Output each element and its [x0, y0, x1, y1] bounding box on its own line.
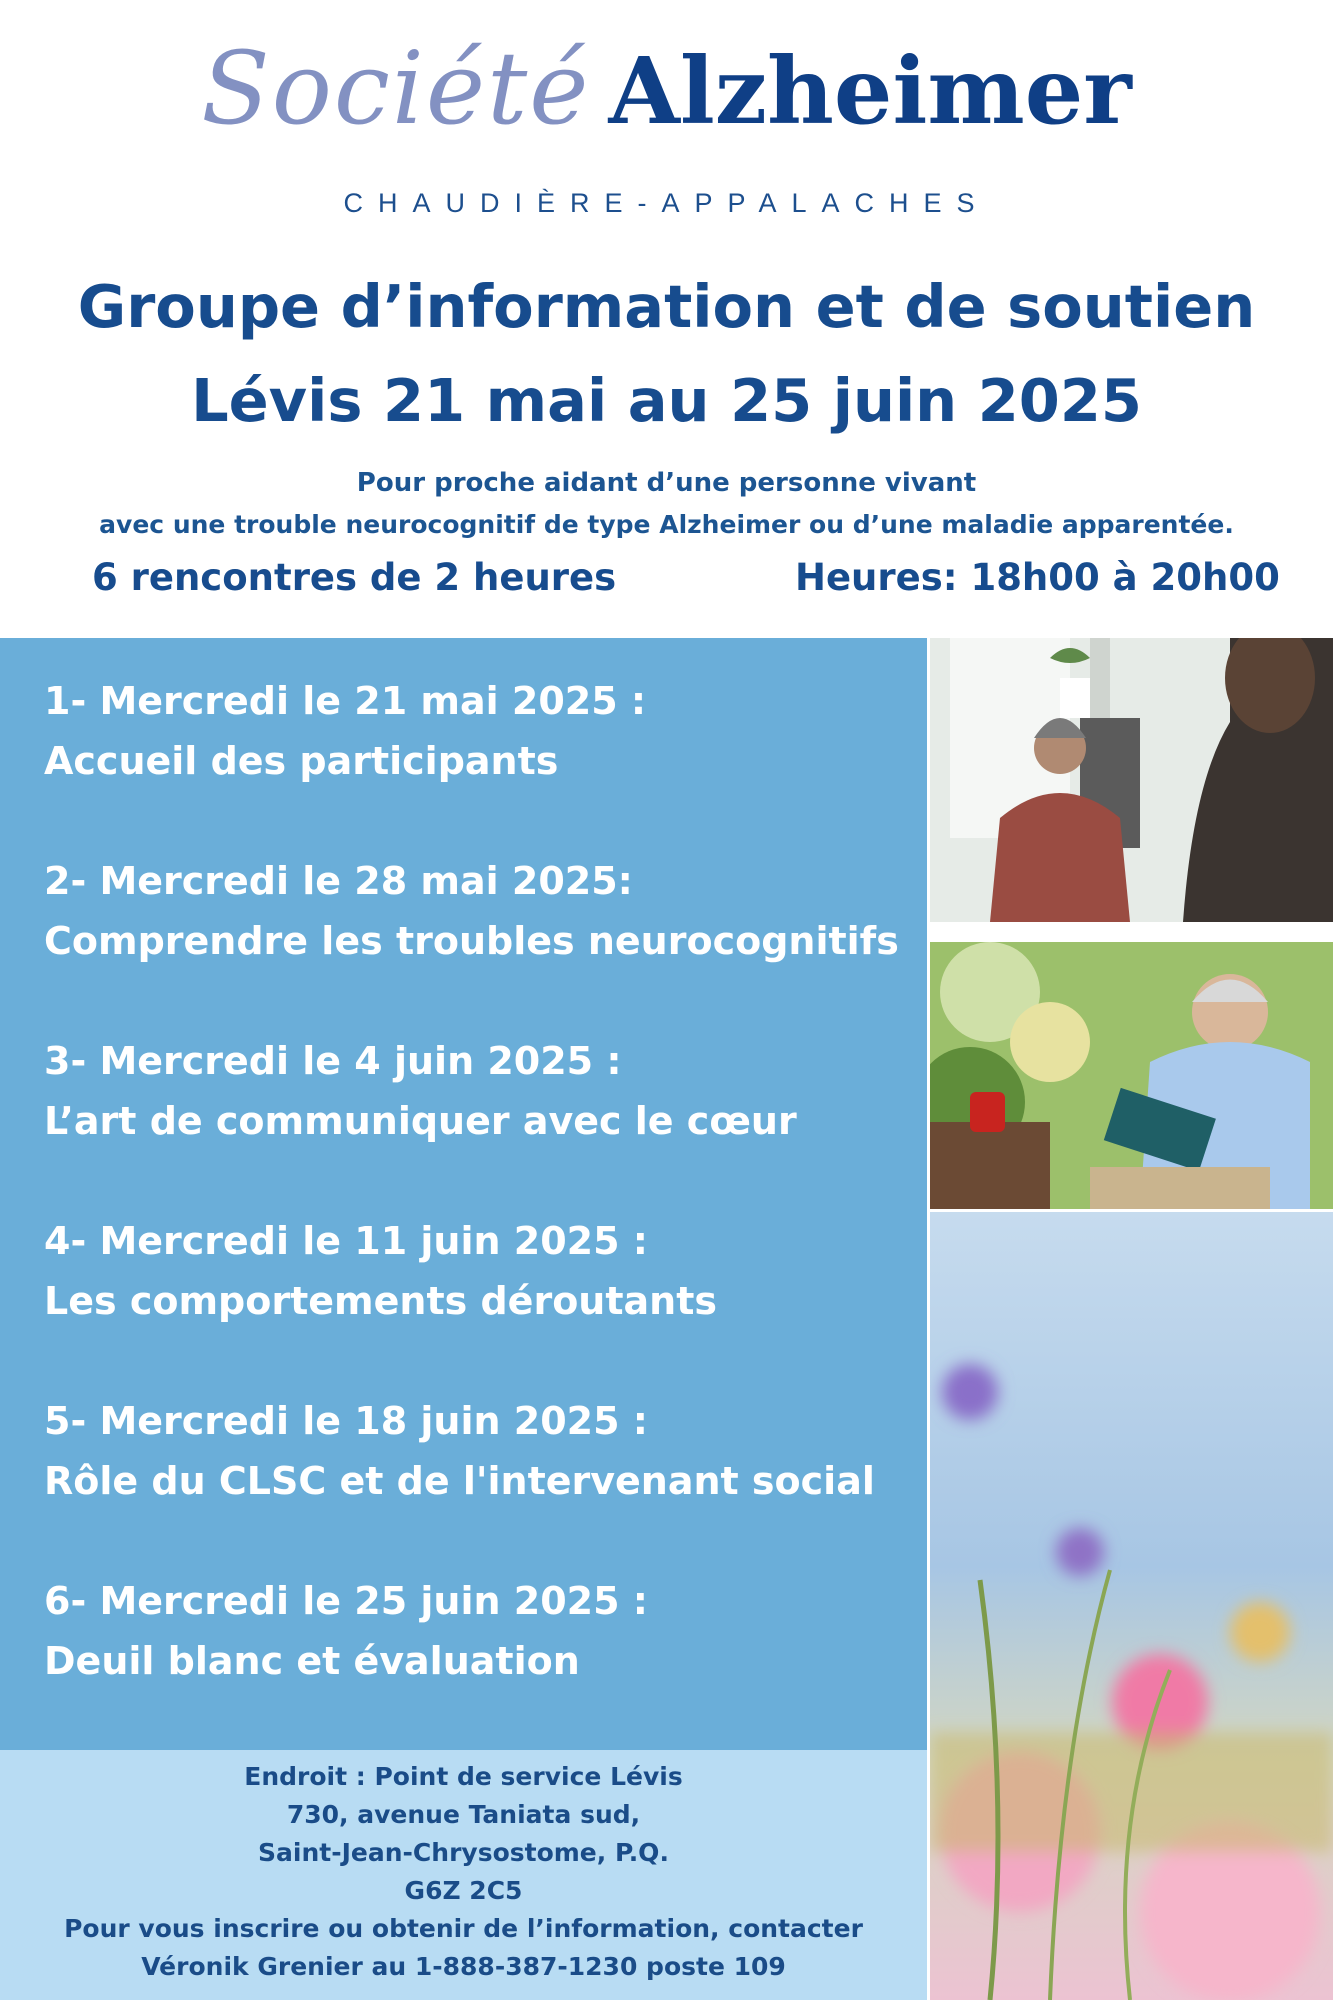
logo-region: CHAUDIÈRE-APPALACHES	[343, 188, 990, 218]
photo-man-reading-art	[930, 942, 1333, 1209]
session-item-1	[44, 671, 646, 791]
session-item-4	[44, 1211, 717, 1331]
session-date: 2- Mercredi le 28 mai 2025:	[44, 859, 633, 903]
footer-contact: Pour vous inscrire ou obtenir de l’information, contacter	[64, 1914, 863, 1943]
session-date: 3- Mercredi le 4 juin 2025 :	[44, 1039, 622, 1083]
logo-alzheimer: Alzheimer	[608, 37, 1132, 145]
session-item-5	[44, 1391, 875, 1511]
intro-line-1: Pour proche aidant d’une personne vivant	[356, 468, 977, 498]
location-footer	[0, 1750, 927, 2000]
intro-line-2: avec une trouble neurocognitif de type Alzheimer ou d’une maladie apparentée.	[99, 510, 1234, 539]
footer-city: Saint-Jean-Chrysostome, P.Q.	[258, 1838, 669, 1867]
footer-place: Endroit : Point de service Lévis	[244, 1762, 683, 1791]
footer-postal: G6Z 2C5	[404, 1876, 523, 1905]
session-item-6	[44, 1571, 648, 1691]
logo	[0, 30, 1333, 147]
session-item-3	[44, 1031, 797, 1151]
session-topic: Accueil des participants	[44, 739, 559, 783]
photo-group-discussion-art	[930, 638, 1333, 922]
session-item-2	[44, 851, 899, 971]
session-topic: Rôle du CLSC et de l'intervenant social	[44, 1459, 875, 1503]
page-title: Groupe d’information et de soutien	[77, 272, 1256, 341]
session-topic: Les comportements déroutants	[44, 1279, 717, 1323]
session-date: 5- Mercredi le 18 juin 2025 :	[44, 1399, 648, 1443]
session-topic: L’art de communiquer avec le cœur	[44, 1099, 797, 1143]
logo-societe: Société	[201, 30, 591, 147]
sessions-panel	[0, 638, 927, 1750]
footer-person: Véronik Grenier au 1-888-387-1230 poste 109	[141, 1952, 786, 1981]
page-subtitle-dates: Lévis 21 mai au 25 juin 2025	[191, 366, 1142, 435]
session-date: 6- Mercredi le 25 juin 2025 :	[44, 1579, 648, 1623]
photo-wildflowers-art	[930, 1212, 1333, 2000]
session-topic: Comprendre les troubles neurocognitifs	[44, 919, 899, 963]
session-hours: Heures: 18h00 à 20h00	[795, 556, 1280, 599]
photo-group-discussion	[930, 638, 1333, 922]
session-topic: Deuil blanc et évaluation	[44, 1639, 580, 1683]
photo-wildflowers	[930, 1212, 1333, 2000]
session-date: 1- Mercredi le 21 mai 2025 :	[44, 679, 647, 723]
session-date: 4- Mercredi le 11 juin 2025 :	[44, 1219, 648, 1263]
sessions-count: 6 rencontres de 2 heures	[92, 556, 617, 599]
footer-street: 730, avenue Taniata sud,	[286, 1800, 641, 1829]
photo-man-reading	[930, 942, 1333, 1209]
